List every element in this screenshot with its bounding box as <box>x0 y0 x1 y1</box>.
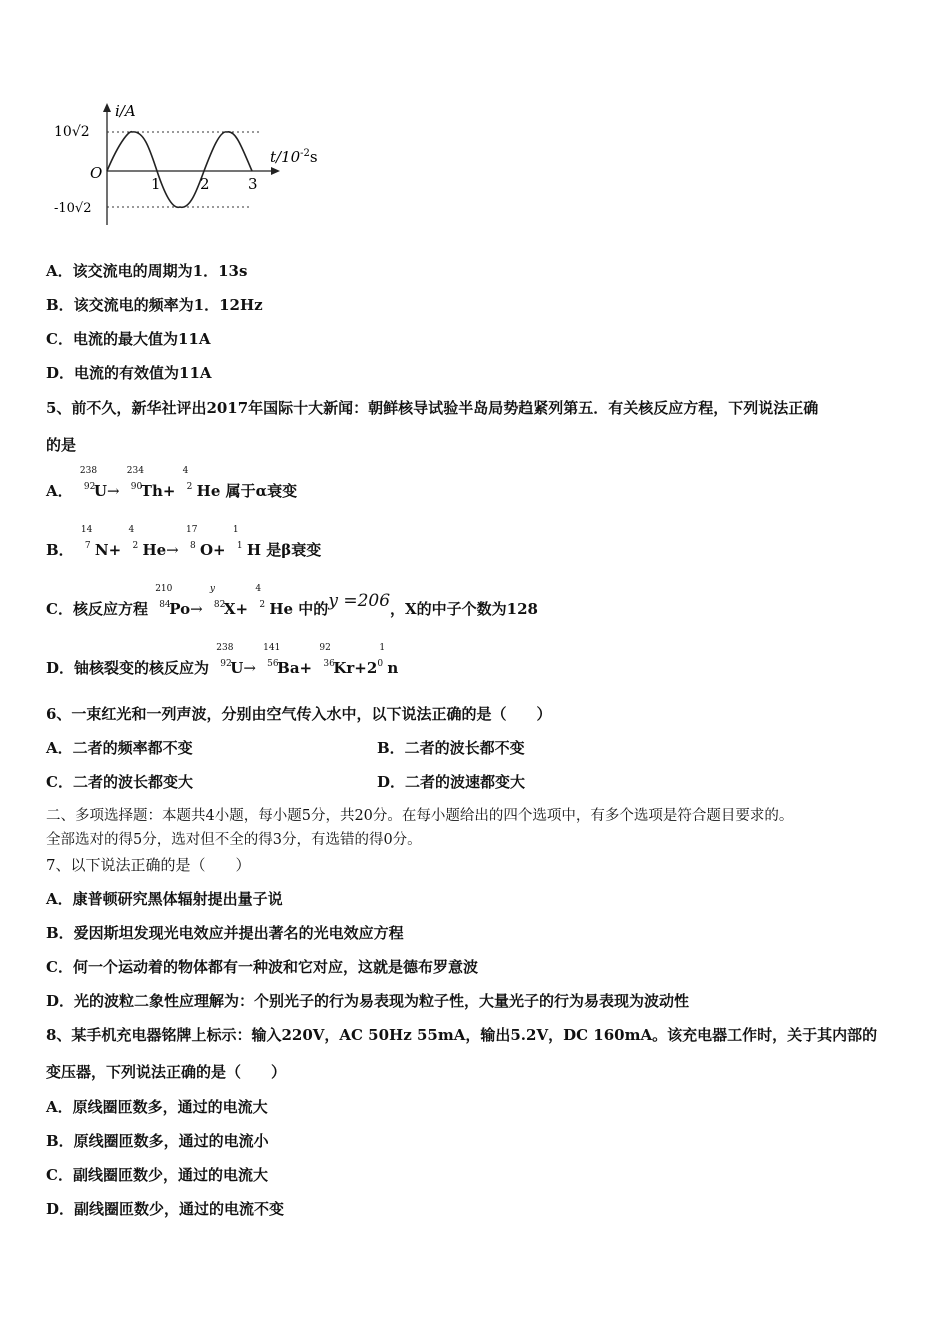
q4-option-d[interactable]: D．电流的有效值为11A <box>46 364 212 382</box>
q4-option-b[interactable]: B．该交流电的频率为1．12Hz <box>46 296 263 314</box>
q5-option-b[interactable] <box>46 525 322 560</box>
q6-option-d[interactable]: D．二者的波速都变大 <box>377 773 526 791</box>
nuclide: y 82 X+ <box>209 584 249 618</box>
q7-option-a[interactable]: A．康普顿研究黑体辐射提出量子说 <box>46 890 283 908</box>
nuclide: 234 90 Th+ <box>126 466 176 500</box>
option-tail: ，X的中子个数为128 <box>390 600 538 618</box>
tick-2: 2 <box>200 175 210 193</box>
option-label: A． <box>46 482 73 500</box>
sine-curve <box>107 132 252 208</box>
option-label: D．铀核裂变的核反应为 <box>46 659 210 677</box>
q8-option-a[interactable]: A．原线圈匝数多，通过的电流大 <box>46 1098 268 1116</box>
x-axis-arrow <box>271 167 280 175</box>
current-time-graph <box>52 100 342 230</box>
option-label: B． <box>46 541 74 559</box>
nuclide: 1 0 n <box>377 643 399 677</box>
q8-option-c[interactable]: C．副线圈匝数少，通过的电流大 <box>46 1166 268 1184</box>
origin-label: O <box>90 164 103 182</box>
option-tail: 属于α衰变 <box>225 482 298 500</box>
x-axis-label: $t/10^{-2}s$ <box>270 148 318 166</box>
nuclide: 17 8 O+ <box>185 525 226 559</box>
q7-stem: 7、以下说法正确的是（ ） <box>46 856 251 874</box>
q5-option-c[interactable] <box>46 584 538 619</box>
arrow: → <box>190 600 203 618</box>
q5-option-d[interactable] <box>46 643 399 678</box>
nuclide: 238 92 U <box>79 466 107 500</box>
q6-option-a[interactable]: A．二者的频率都不变 <box>46 739 193 757</box>
equation: y =206 <box>328 591 391 611</box>
option-mid: 中的 <box>298 600 329 618</box>
q7-option-d[interactable]: D．光的波粒二象性应理解为：个别光子的行为易表现为粒子性，大量光子的行为易表现为波动性 <box>46 992 690 1010</box>
y-max-label: 10√2 <box>54 124 90 140</box>
section2-instructions-line1: 二、多项选择题：本题共4小题，每小题5分，共20分。在每小题给出的四个选项中，有多个选项是符合题目要求的。 <box>46 808 794 824</box>
q4-option-a[interactable]: A．该交流电的周期为1．13s <box>46 262 248 280</box>
nuclide: 4 2 He <box>128 525 167 559</box>
q8-option-d[interactable]: D．副线圈匝数少，通过的电流不变 <box>46 1200 285 1218</box>
section2-instructions-line2: 全部选对的得5分，选对但不全的得3分，有选错的得0分。 <box>46 832 422 848</box>
nuclide: 14 7 N+ <box>80 525 122 559</box>
nuclide: 1 1 H <box>232 525 262 559</box>
nuclide: 210 84 Po <box>155 584 191 618</box>
nuclide: 92 36 Kr+2 <box>319 643 378 677</box>
q5-option-a[interactable] <box>46 466 298 501</box>
tick-1: 1 <box>151 175 161 193</box>
q8-stem-line2: 变压器，下列说法正确的是（ ） <box>46 1063 287 1081</box>
nuclide: 238 92 U <box>216 643 244 677</box>
q7-option-b[interactable]: B．爱因斯坦发现光电效应并提出著名的光电效应方程 <box>46 924 404 942</box>
q8-stem-line1: 8、某手机充电器铭牌上标示：输入220V，AC 50Hz 55mA，输出5.2V，DC 160mA。该充电器工作时，关于其内部的 <box>46 1026 878 1044</box>
y-axis-arrow <box>103 103 111 112</box>
q5-stem-line2: 的是 <box>46 436 77 454</box>
arrow: → <box>106 482 120 500</box>
q5-stem-line1: 5、前不久，新华社评出2017年国际十大新闻：朝鲜核导试验半岛局势趋紧列第五．有关核反应方程，下列说法正确 <box>46 399 819 417</box>
q6-stem: 6、一束红光和一列声波，分别由空气传入水中，以下说法正确的是（ ） <box>46 705 552 723</box>
nuclide: 4 2 He <box>255 584 294 618</box>
tick-3: 3 <box>248 175 258 193</box>
arrow: → <box>243 659 256 677</box>
q8-option-b[interactable]: B．原线圈匝数多，通过的电流小 <box>46 1132 269 1150</box>
q7-option-c[interactable]: C．何一个运动着的物体都有一种波和它对应，这就是德布罗意波 <box>46 958 478 976</box>
option-label: C．核反应方程 <box>46 600 148 618</box>
q6-option-c[interactable]: C．二者的波长都变大 <box>46 773 193 791</box>
q6-option-b[interactable]: B．二者的波长都不变 <box>377 739 525 757</box>
nuclide: 141 56 Ba+ <box>263 643 313 677</box>
q4-option-c[interactable]: C．电流的最大值为11A <box>46 330 211 348</box>
nuclide: 4 2 He <box>182 466 221 500</box>
option-tail: 是β衰变 <box>266 541 322 559</box>
y-axis-label: i/A <box>115 102 136 120</box>
arrow: → <box>166 541 179 559</box>
y-min-label: -10√2 <box>54 201 92 216</box>
